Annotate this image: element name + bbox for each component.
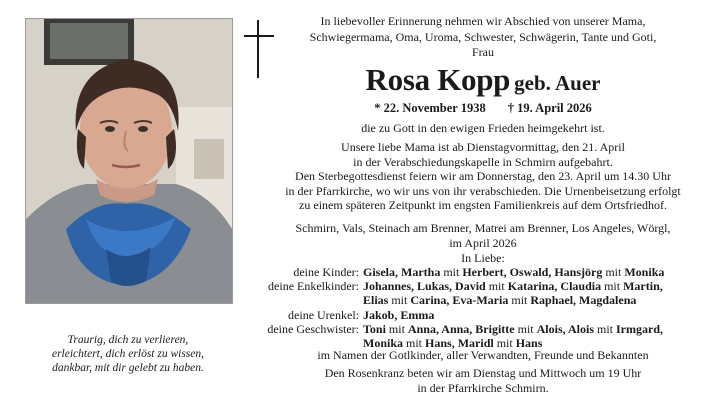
places-text	[268, 221, 698, 250]
connector-text: mit	[602, 265, 625, 279]
grandchildren-label: deine Enkelkinder:	[268, 279, 359, 294]
laid-out-line: in der Verabschiedungskapelle in Schmirn aufgebahrt.	[353, 154, 613, 169]
behalf-text: im Namen der Gotlkinder, aller Verwandten, Freunde und Bekannten	[317, 348, 649, 362]
connector-text: mit	[594, 321, 617, 336]
grandchildren-names	[363, 279, 663, 293]
laid-out-text	[268, 140, 698, 169]
family-names: Monika	[624, 265, 665, 279]
connector-text: mit	[508, 293, 531, 308]
deceased-name	[278, 62, 688, 98]
quote-line: Traurig, dich zu verlieren,	[67, 334, 189, 346]
connector-text: mit	[385, 321, 408, 336]
connector-text: mit	[388, 293, 411, 308]
family-names: Irmgard,	[616, 321, 664, 336]
places-line: Schmirn, Vals, Steinach am Brenner, Matrei am Brenner, Los Angeles, Wörgl,	[295, 221, 671, 235]
family-names: Martin,	[623, 279, 663, 294]
laid-out-line: Unsere liebe Mama ist ab Dienstagvormittag, den 21. April	[341, 140, 625, 154]
family-names: Hans	[515, 336, 543, 351]
quote-line: dankbar, mit dir gelebt zu haben.	[52, 362, 204, 374]
peace-text: die zu Gott in den ewigen Frieden heimgekehrt ist.	[361, 121, 605, 135]
intro-line: Schwiegermama, Oma, Uroma, Schwester, Schwägerin, Tante und Goti,	[309, 29, 657, 44]
siblings-names	[363, 322, 663, 336]
in-love-text: In Liebe:	[461, 251, 505, 265]
funeral-line: in der Pfarrkirche, wo wir uns von ihr verabschieden. Die Urnenbeisetzung erfolgt	[285, 183, 681, 198]
connector-text: mit	[601, 279, 624, 294]
family-names: Herbert, Oswald, Hansjörg	[462, 265, 603, 279]
family-names: Toni	[363, 321, 386, 336]
family-names: Jakob, Emma	[363, 307, 435, 322]
family-names: Monika	[363, 336, 404, 351]
connector-text: mit	[403, 336, 426, 351]
family-names: Carina, Eva-Maria	[410, 293, 509, 308]
places-line: im April 2026	[449, 235, 517, 250]
full-name: Rosa Kopp	[365, 62, 511, 97]
cross-icon	[244, 20, 274, 80]
peace-line	[268, 121, 698, 136]
portrait-illustration	[26, 19, 232, 303]
birth-name: geb. Auer	[514, 71, 601, 95]
life-dates	[278, 101, 688, 116]
rosary-line: in der Pfarrkirche Schmirn.	[417, 380, 549, 395]
in-love-heading	[268, 251, 698, 266]
funeral-line: Den Sterbegottesdienst feiern wir am Donnerstag, den 23. April um 14.30 Uhr	[295, 169, 671, 183]
funeral-text	[268, 169, 698, 213]
connector-text: mit	[440, 265, 463, 279]
family-names: Anna, Anna, Brigitte	[407, 321, 515, 336]
family-row-grandchildren-cont	[236, 293, 706, 307]
intro-line: Frau	[472, 45, 494, 59]
family-list	[236, 265, 706, 350]
birth-date: * 22. November 1938	[374, 101, 486, 115]
great-grandchildren-names	[363, 308, 434, 322]
siblings-label: deine Geschwister:	[267, 321, 359, 336]
children-names	[363, 265, 664, 279]
intro-text	[278, 14, 688, 61]
funeral-line: zu einem späteren Zeitpunkt im engsten Familienkreis auf dem Ortsfriedhof.	[299, 198, 667, 212]
family-names: Johannes, Lukas, David	[363, 279, 486, 294]
family-names: Raphael, Magdalena	[530, 293, 637, 308]
family-row-siblings	[236, 322, 706, 336]
quote-line: erleichtert, dich erlöst zu wissen,	[51, 348, 205, 360]
behalf-line	[268, 348, 698, 363]
intro-line: In liebevoller Erinnerung nehmen wir Abschied von unserer Mama,	[320, 14, 646, 28]
connector-text: mit	[493, 336, 516, 351]
portrait-photo	[25, 18, 233, 304]
family-row-grandchildren	[236, 279, 706, 293]
family-names: Elias	[363, 293, 389, 308]
family-names: Katarina, Claudia	[507, 279, 602, 294]
family-names: Hans, Maridl	[425, 336, 494, 351]
rosary-text	[268, 366, 698, 395]
family-row-children	[236, 265, 706, 279]
great-grandchildren-label: deine Urenkel:	[288, 307, 359, 322]
family-names: Gisela, Martha	[363, 265, 441, 279]
grandchildren-names-cont	[236, 293, 636, 307]
children-label: deine Kinder:	[293, 265, 359, 279]
family-names: Alois, Alois	[536, 321, 594, 336]
memorial-quote	[30, 333, 226, 375]
connector-text: mit	[485, 279, 508, 294]
connector-text: mit	[514, 321, 537, 336]
family-row-great	[236, 308, 706, 322]
rosary-line: Den Rosenkranz beten wir am Dienstag und Mittwoch um 19 Uhr	[324, 366, 642, 380]
death-date: † 19. April 2026	[507, 101, 592, 115]
